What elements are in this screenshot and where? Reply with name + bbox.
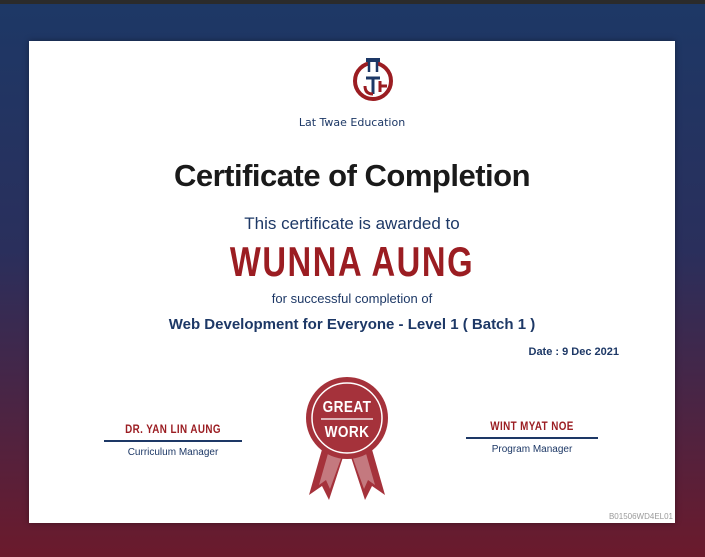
certificate-card (29, 41, 675, 523)
issue-date: Date : 9 Dec 2021 (528, 346, 619, 358)
certificate-serial: B01506WD4EL01 (608, 512, 673, 521)
signature-line (104, 440, 242, 442)
signatory-role: Curriculum Manager (127, 447, 219, 458)
award-seal (295, 373, 399, 501)
recipient-name: WUNNA AUNG (229, 238, 475, 285)
signature-line (466, 437, 598, 439)
seal-text-great: GREAT (322, 399, 372, 416)
seal-text-work: WORK (324, 424, 370, 441)
completion-text: for successful completion of (271, 291, 433, 306)
awarded-text: This certificate is awarded to (244, 214, 460, 233)
signatory-role: Program Manager (491, 444, 573, 455)
flask-logo-icon (350, 56, 396, 102)
top-bar (0, 0, 705, 4)
signature-block-left (103, 422, 243, 458)
signatory-name: DR. YAN LIN AUNG (125, 422, 221, 436)
organization-name: Lat Twae Education (298, 116, 406, 129)
certificate-title: Certificate of Completion (173, 158, 531, 193)
signature-block-right (462, 419, 602, 455)
course-name: Web Development for Everyone - Level 1 ( Batch 1 ) (168, 316, 536, 333)
signatory-name: WINT MYAT NOE (490, 419, 574, 433)
